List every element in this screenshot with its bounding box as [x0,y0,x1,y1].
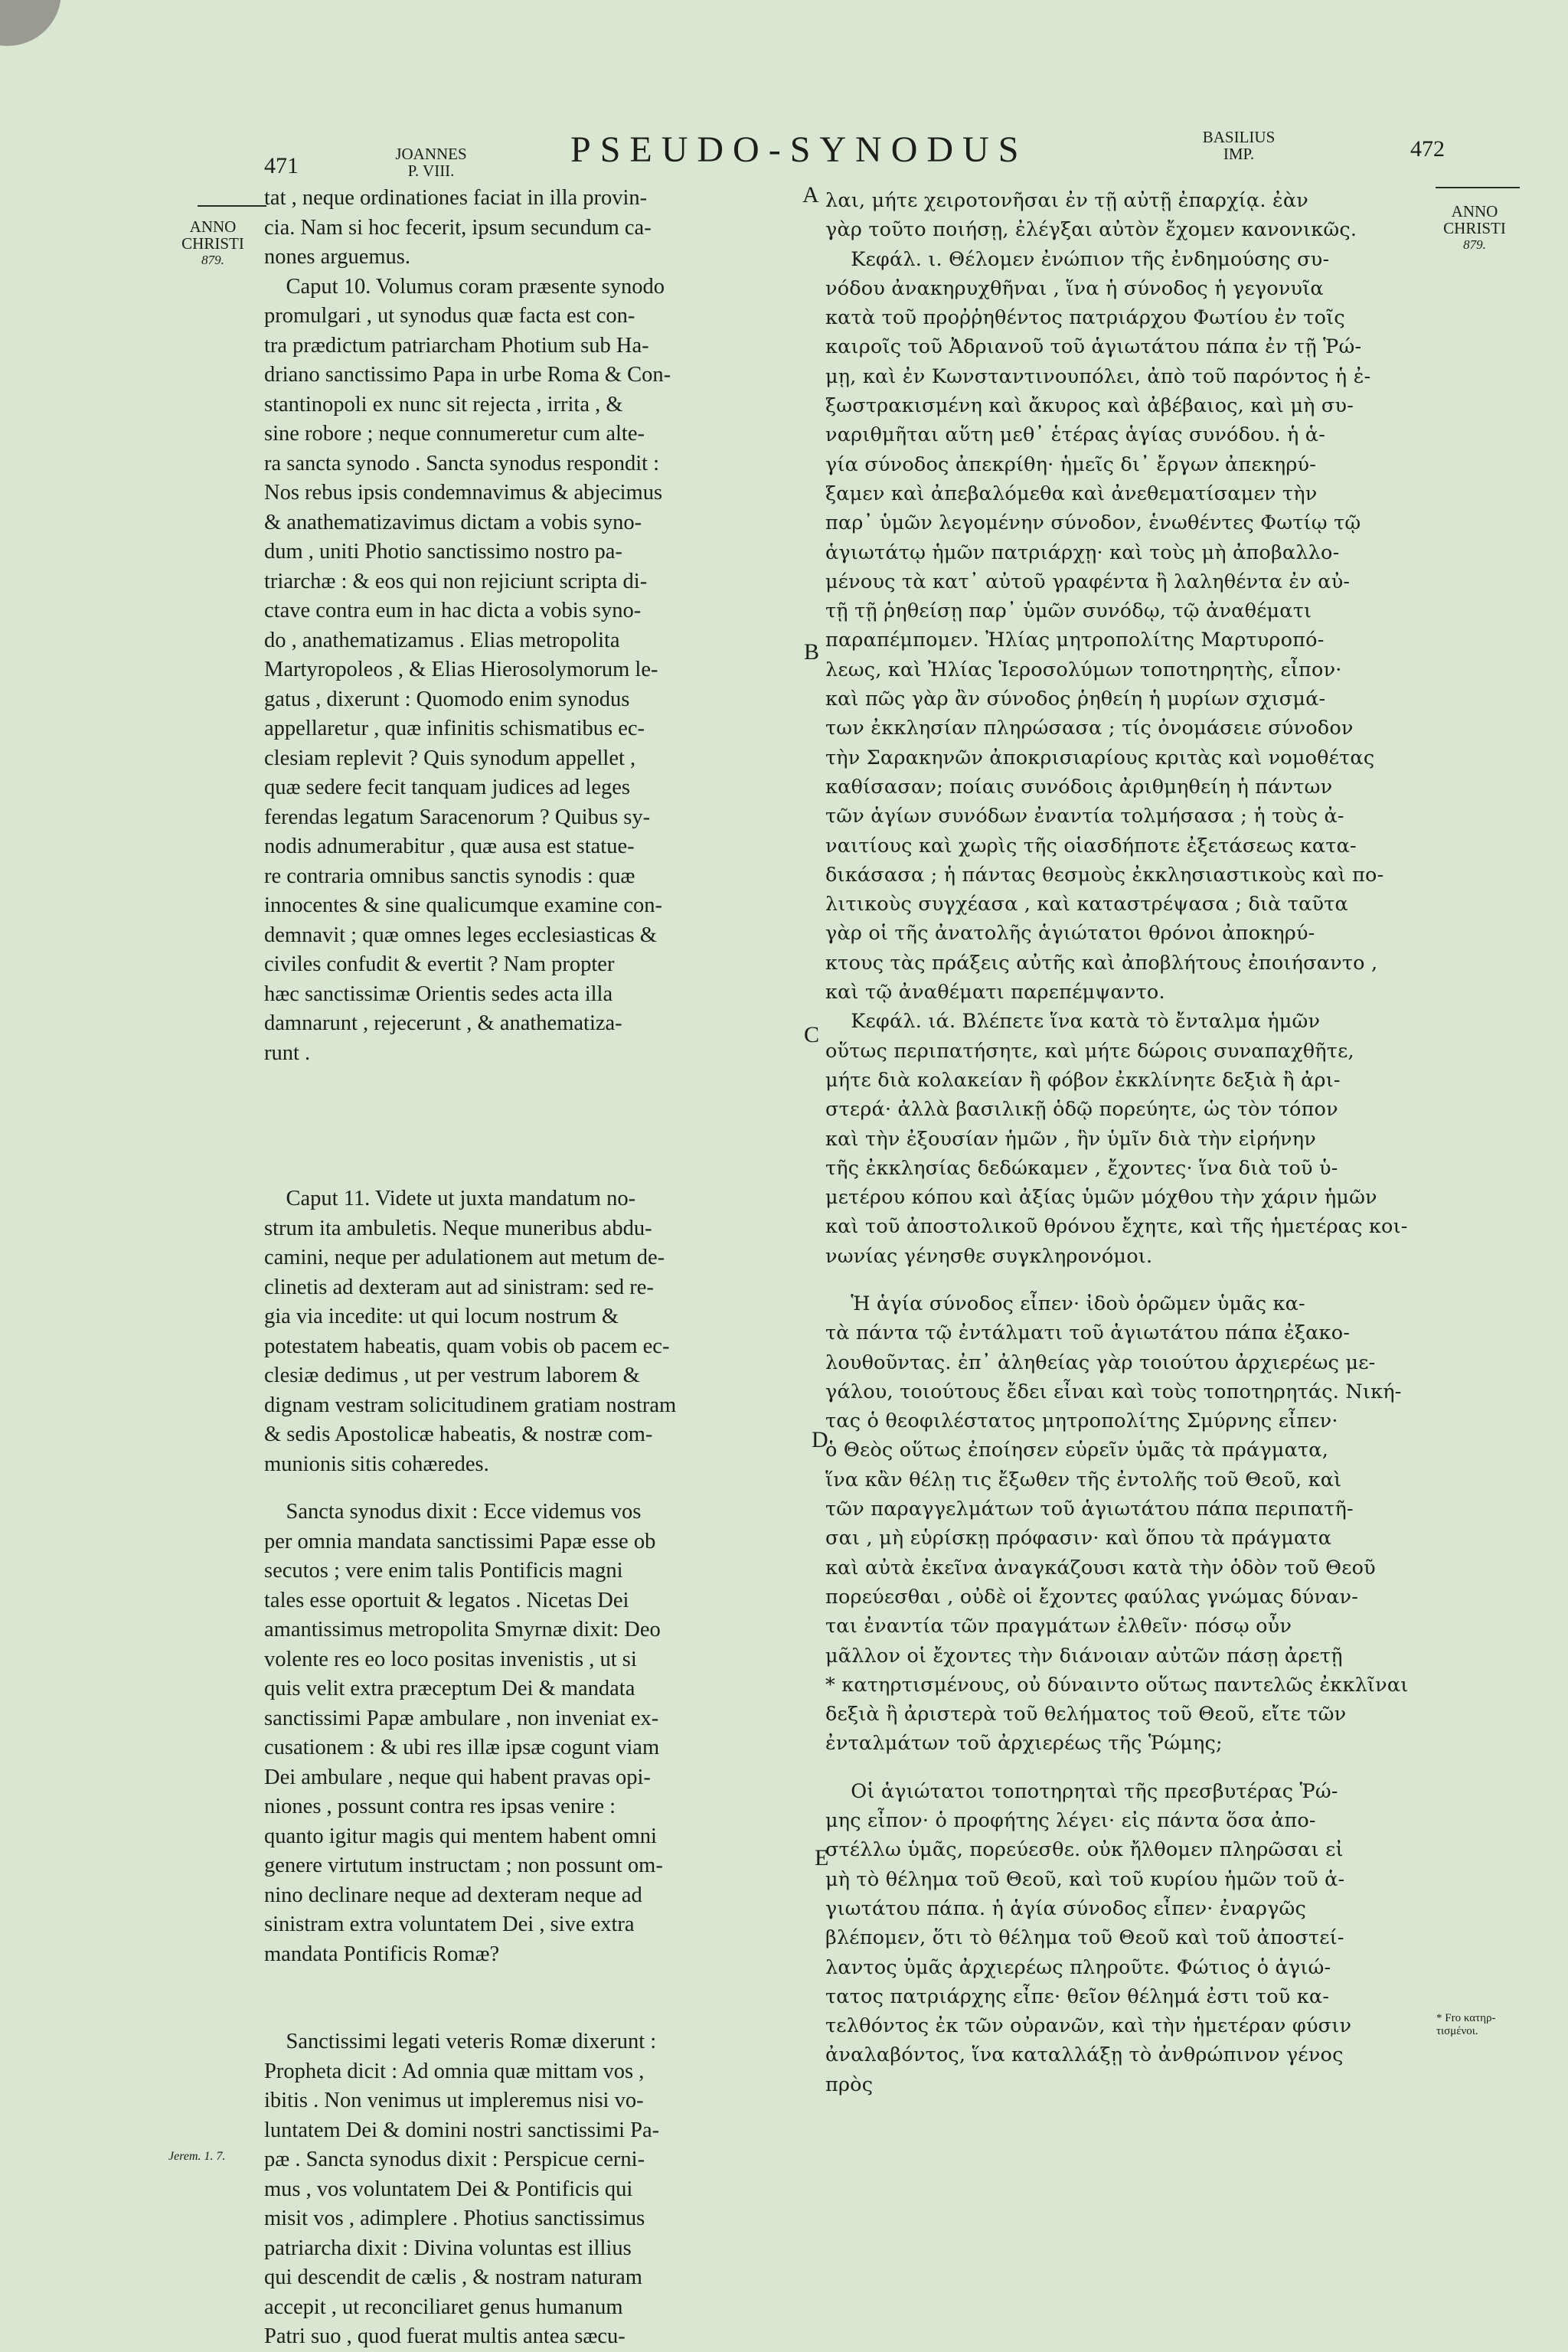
margin-left-line-1: ANNO [189,217,237,236]
section-letter-b: B [804,639,820,665]
running-head-left [381,145,481,179]
author-line-1: JOANNES [395,145,467,163]
section-letter-e: E [815,1845,829,1870]
spacer [264,1479,800,1498]
spacer [264,1068,800,1126]
latin-paragraph-caput-11: Caput 11. Videte ut juxta mandatum no- strum ita ambuletis. Neque muneribus abdu- camini, neque per adulationem aut metum de- clinetis ad dexteram aut ad sinistram: sed re- gia via incedite: ut qui locum nostrum & potestatem habeatis, quam vobis ob pacem ec- clesiæ dedimus , ut per vestrum laborem & dignam vestram solicitudinem gratiam nostram & sedis Apostolicæ habeatis, & nostræ com- munionis sitis cohæredes. [264,1187,677,1476]
margin-right-line-2: CHRISTI [1443,219,1506,237]
margin-rule-right [1436,187,1520,188]
margin-left-year: 879. [201,253,224,267]
greek-paragraph-synod: Ἡ ἁγία σύνοδος εἶπεν· ἰδοὺ ὁρῶμεν ὑμᾶς κα- τὰ πάντα τῷ ἐντάλματι τοῦ ἁγιωτάτου πάπα ἐξακο- λουθοῦντας. ἐπ᾽ ἀληθείας γὰρ τοιούτου ἀρχιερέως με- γάλου, τοιούτους ἔδει εἶναι καὶ τοὺς τοποτηρητάς. Νική- τας ὁ θεοφιλέστατος μητροπολίτης Σμύρνης εἶπεν· ὁ Θεὸς οὕτως ἐποίησεν εὑρεῖν ὑμᾶς τὰ πράγματα, ἵνα κἂν θέλῃ τις ἔξωθεν τῆς ἐντολῆς τοῦ Θεοῦ, καὶ τῶν παραγγελμάτων τοῦ ἁγιωτάτου πάπα περιπατῆ- σαι , μὴ εὑρίσκῃ πρόφασιν· καὶ ὅπου τὰ πράγματα καὶ αὐτὰ ἐκεῖνα ἀναγκάζουσι κατὰ τὴν ὁδὸν τοῦ Θεοῦ πορεύεσθαι , οὐδὲ οἱ ἔχοντες φαύλας γνώμας δύναν- ται ἐναντία τῶν πραγμάτων ἐλθεῖν· πόσῳ οὖν μᾶλλον οἱ ἔχοντες τὴν διάνοιαν αὐτῶν πάσῃ ἀρετῇ * κατηρτισμένους, οὐ δύναιντο οὕτως παντελῶς ἐκκλῖναι δεξιὰ ἢ ἀριστερὰ τοῦ θελήματος τοῦ Θεοῦ, εἴτε τῶν ἐνταλμάτων τοῦ ἀρχιερέως τῆς Ῥώμης; [825,1292,1409,1756]
page-number-right: 472 [1410,136,1445,162]
page-title: PSEUDO-SYNODUS [570,129,1028,170]
greek-paragraph-kephal-10: λαι, μήτε χειροτονῆσαι ἐν τῇ αὐτῇ ἐπαρχίᾳ. ἐὰν γὰρ τοῦτο ποιήσῃ, ἐλέγξαι αὐτὸν ἔχομεν κανονικῶς. Κεφάλ. ι. Θέλομεν ἐνώπιον τῆς ἐνδημούσης συ- νόδου ἀνακηρυχθῆναι , ἵνα ἡ σύνοδος ἡ γεγονυῖα κατὰ τοῦ προῤῥηθέντος πατριάρχου Φωτίου ἐν τοῖς καιροῖς τοῦ Ἀδριανοῦ τοῦ ἁγιωτάτου πάπα ἐν τῇ Ῥώ- μῃ, καὶ ἐν Κωνσταντινουπόλει, ἀπὸ τοῦ παρόντος ἡ ἐ- ξωστρακισμένη καὶ ἄκυρος καὶ ἀβέβαιος, καὶ μὴ συ- ναριθμῆται αὕτη μεθ᾽ ἑτέρας ἁγίας συνόδου. ἡ ἁ- γία σύνοδος ἀπεκρίθη· ἡμεῖς δι᾽ ἔργων ἀπεκηρύ- ξαμεν καὶ ἀπεβαλόμεθα καὶ ἀνεθεματίσαμεν τὴν παρ᾽ ὑμῶν λεγομένην σύνοδον, ἑνωθέντες Φωτίῳ τῷ ἁγιωτάτῳ ἡμῶν πατριάρχῃ· καὶ τοὺς μὴ ἀποβαλλο- μένους τὰ κατ᾽ αὐτοῦ γραφέντα ἢ λαληθέντα ἐν αὐ- τῇ τῇ ῥηθείσῃ παρ᾽ ὑμῶν συνόδῳ, τῷ ἀναθέματι παραπέμπομεν. Ἠλίας μητροπολίτης Μαρτυροπό- λεως, καὶ Ἠλίας Ἱεροσολύμων τοποτηρητὴς, εἶπον· καὶ πῶς γὰρ ἂν σύνοδος ῥηθείη ἡ μυρίων σχισμά- των ἐκκλησίαν πληρώσασα ; τίς ὀνομάσειε σύνοδον τὴν Σαρακηνῶν ἀποκρισιαρίους κριτὰς καὶ νομοθέτας καθίσασαν; ποίαις συνόδοις ἀριθμηθείη ἡ πάντων τῶν ἁγίων συνόδων ἐναντία τολμήσασα ; ἡ τοὺς ἀ- ναιτίους καὶ χωρὶς τῆς οἱασδήποτε ἐξετάσεως κατα- δικάσασα ; ἡ πάντας θεσμοὺς ἐκκλησιαστικοὺς καὶ πο- λιτικοὺς συγχέασα , καὶ καταστρέψασα ; διὰ ταῦτα γὰρ οἱ τῆς ἀνατολῆς ἁγιώτατοι θρόνοι ἀποκηρύ- κτους τὰς πράξεις αὐτῆς καὶ ἀποβλήτους ἐποιήσαντο , καὶ τῷ ἀναθέματι παρεπέμψαντο. Κεφάλ. ιά. Βλέπετε ἵνα κατὰ τὸ ἔνταλμα ἡμῶν οὕτως περιπατήσητε, καὶ μήτε δώροις συναπαχθῆτε, μήτε διὰ κολακείαν ἢ φόβον ἐκκλίνητε δεξιὰ ἢ ἀρι- στερά· ἀλλὰ βασιλικῇ ὁδῷ πορεύητε, ὡς τὸν τόπον καὶ τὴν ἐξουσίαν ἡμῶν , ἣν ὑμῖν διὰ τὴν εἰρήνην τῆς ἐκκλησίας δεδώκαμεν , ἔχοντες· ἵνα διὰ τοῦ ὑ- μετέρου κόπου καὶ ἀξίας ὑμῶν μόχθου τὴν χάριν ἡμῶν καὶ τοῦ ἀποστολικοῦ θρόνου ἔχητε, καὶ τῆς ἡμετέρας κοι- νωνίας γένησθε συγκληρονόμοι. [825,189,1408,1268]
running-head-right [1185,129,1292,162]
greek-paragraph-legates: Οἱ ἁγιώτατοι τοποτηρηταὶ τῆς πρεσβυτέρας Ῥώ- μης εἶπον· ὁ προφήτης λέγει· εἰς πάντα ὅσα ἀπο- στέλλω ὑμᾶς, πορεύεσθε. οὐκ ἤλθομεν πληρῶσαι εἰ μὴ τὸ θέλημα τοῦ Θεοῦ, καὶ τοῦ κυρίου ἡμῶν τοῦ ἁ- γιωτάτου πάπα. ἡ ἁγία σύνοδος εἶπεν· ἐναργῶς βλέπομεν, ὅτι τὸ θέλημα τοῦ Θεοῦ καὶ τοῦ ἀποστεί- λαντος ὑμᾶς ἀρχιερέως πληροῦτε. Φώτιος ὁ ἁγιώ- τατος πατριάρχης εἶπε· θεῖον θέλημά ἐστι τοῦ κα- τελθόντος ἐκ τῶν οὐρανῶν, καὶ τὴν ἡμετέραν φύσιν ἀναλαβόντος, ἵνα καταλλάξῃ τὸ ἀνθρώπινον γένος πρὸς [825,1779,1352,2096]
greek-column [825,186,1438,2099]
latin-paragraph-legates: Sanctissimi legati veteris Romæ dixerunt : Propheta dicit : Ad omnia quæ mittam vos , ibitis . Non venimus ut impleremus nisi vo- luntatem Dei & domini nostri sanctissimi Pa- pæ . Sancta synodus dixit : Perspicue cerni- mus , vos voluntatem Dei & Pontificis qui misit vos , adimplere . Photius sanctissimus patriarcha dixit : Divina voluntas est illius qui descendit de cælis , & nostram naturam accepit , ut reconciliaret genus humanum Patri suo , quod fuerat multis antea sæcu- [264,2030,660,2348]
margin-right-year: 879. [1463,237,1486,252]
scripture-reference: Jerem. 1. 7. [168,2150,226,2163]
spacer [825,1271,1438,1289]
section-letter-d: D [812,1427,828,1452]
section-letter-a: A [802,182,819,207]
latin-column [264,184,800,2352]
footnote-variant: * Fro κατηρ- τισμένοι. [1436,2012,1496,2037]
spacer [264,1969,800,2027]
spacer [825,1759,1438,1777]
author-right-line-1: BASILIUS [1202,128,1276,146]
latin-paragraph-caput-10: tat , neque ordinationes faciat in illa provin- cia. Nam si hoc fecerit, ipsum secundum ca- nones arguemus. Caput 10. Volumus coram præsente synodo promulgari , ut synodus quæ facta est con- tra prædictum patriarcham Photium sub Ha- driano sanctissimo Papa in urbe Roma & Con- stantinopoli ex nunc sit rejecta , irrita , & sine robore ; neque connumeretur cum alte- ra sancta synodo . Sancta synodus respondit : Nos rebus ipsis condemnavimus & abjecimus & anathematizavimus dictam a vobis syno- dum , uniti Photio sanctissimo nostro pa- triarchæ : & eos qui non rejiciunt scripta di- ctave contra eum in hac dicta a vobis syno- do , anathematizamus . Elias metropolita Martyropoleos , & Elias Hierosolymorum le- gatus , dixerunt : Quomodo enim synodus appellaretur , quæ infinitis schismatibus ec- clesiam replevit ? Quis synodum appellet , quæ sedere fecit tanquam judices ad leges ferendas legatum Saracenorum ? Quibus sy- nodis adnumerabitur , quæ ausa est statue- re contraria omnibus sanctis synodis : quæ innocentes & sine qualicumque examine con- demnavit ; quæ omnes leges ecclesiasticas & civiles confudit & evertit ? Nam propter hæc sanctissimæ Orientis sedes acta illa damnarunt , rejecerunt , & anathematiza- runt . [264,186,671,1065]
latin-paragraph-synod: Sancta synodus dixit : Ecce videmus vos per omnia mandata sanctissimi Papæ esse ob secutos ; vere enim talis Pontificis magni tales esse oportuit & legatos . Nicetas Dei amantissimus metropolita Smyrnæ dixit: Deo volente res eo loco positas invenistis , ut si quis velit extra præceptum Dei & mandata sanctissimi Papæ ambulare , non inveniat ex- cusationem : & ubi res illæ ipsæ cogunt viam Dei ambulare , neque qui habent pravas opi- niones , possunt contra res ipsas venire : quanto igitur magis qui mentem habent omni genere virtutum instructam ; non possunt om- nino declinare neque ad dexteram neque ad sinistram extra voluntatem Dei , sive extra mandata Pontificis Romæ? [264,1500,663,1966]
corner-mark [0,0,61,46]
margin-right-line-1: ANNO [1451,202,1498,220]
margin-note-right [1432,203,1517,253]
author-right-line-2: IMP. [1223,145,1255,163]
margin-rule-left [198,205,266,207]
margin-left-line-2: CHRISTI [181,234,244,253]
author-line-2: P. VIII. [407,162,455,180]
spacer [264,1126,800,1184]
margin-note-left [175,218,251,269]
page-number-left: 471 [264,153,299,178]
section-letter-c: C [804,1022,820,1047]
